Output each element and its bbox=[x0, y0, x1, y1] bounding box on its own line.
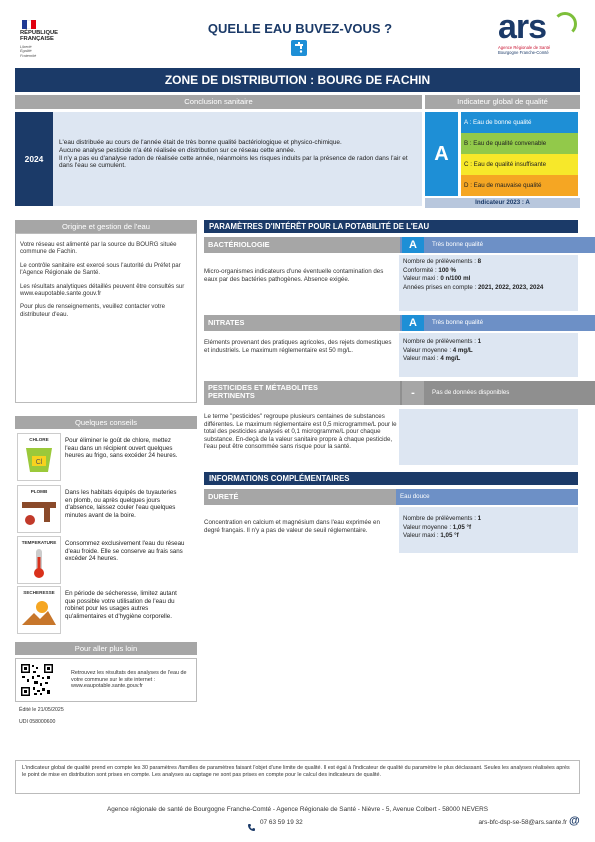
plus-loin-panel bbox=[15, 658, 197, 702]
bacterio-desc: Micro-organismes indicateurs d'une éventuelle contamination des eaux par des bactéries pathogènes. Absence exigée. bbox=[204, 268, 384, 283]
bacterio-grade: A bbox=[402, 237, 424, 253]
conseil-plomb: PLOMB Dans les habitats équipés de tuyauteries en plomb, ou après quelques jours d'absence, laissez couler l'eau quelques minutes avant de la boire. bbox=[17, 485, 187, 535]
indicator-note: L'indicateur global de qualité prend en compte les 30 paramètres /familles de paramètres faisant l'objet d'une limite de qualité. Il est égal à l'indicateur de qualité du paramètre le plus déclassant. Seules les analyses réalisées après le point de mise en distribution sont prises en compte. Les analyses au captage ne sont pas prises en compte pour le calcul des indicateurs de qualité. bbox=[15, 760, 580, 794]
footer-email[interactable]: ars-bfc-dsp-se-58@ars.sante.fr bbox=[478, 819, 567, 826]
water-tap-icon bbox=[291, 40, 307, 56]
ars-logo: ars Agence Régionale de Santé Bourgogne Franche-Comté bbox=[498, 10, 580, 64]
nitrates-grade: A bbox=[402, 315, 424, 331]
republic-label: RÉPUBLIQUE FRANÇAISE bbox=[20, 30, 59, 43]
indicator-previous: Indicateur 2023 : A bbox=[425, 198, 580, 208]
scale-b: B : Eau de qualité convenable bbox=[461, 133, 578, 154]
conclusion-year: 2024 bbox=[15, 112, 53, 206]
footer-phone[interactable]: 07 63 59 19 32 bbox=[260, 819, 303, 826]
pesticides-desc: Le terme "pesticides" regroupe plusieurs centaines de substances différentes. Le maximum réglementaire est 0,5 microgramme/L pour le total des pesticides analysés et 0,1 microgramme/L pour chaque substance. En-deçà de la valeur sanitaire propre à chaque pesticide, l'eau peut être consommée sans risque pour la santé. bbox=[204, 413, 397, 451]
nitrates-header: NITRATES A Très bonne qualité bbox=[204, 315, 578, 331]
durete-header: DURETÉ Eau douce bbox=[204, 489, 578, 505]
zone-title: ZONE DE DISTRIBUTION : BOURG DE FACHIN bbox=[15, 68, 580, 92]
bacterio-results: Nombre de prélèvements : 8 Conformité : 100 % Valeur maxi : 0 n/100 ml Années prises en compte : 2021, 2022, 2023, 2024 bbox=[399, 255, 578, 311]
plomb-pipe-icon: PLOMB bbox=[17, 485, 61, 533]
footer-address: Agence régionale de santé de Bourgogne Franche-Comté - Agence Régionale de Santé - Nièvre - 5, Avenue Colbert - 58000 NEVERS bbox=[106, 806, 489, 813]
origine-heading: Origine et gestion de l'eau bbox=[15, 220, 197, 233]
indicator-heading: Indicateur global de qualité bbox=[425, 95, 580, 109]
scale-d: D : Eau de mauvaise qualité bbox=[461, 175, 578, 196]
plus-loin-text: Retrouvez les résultats des analyses de l'eau de votre commune sur le site internet : www.eaupotable.sante.gouv.fr bbox=[71, 670, 187, 690]
scale-a: A : Eau de bonne qualité bbox=[461, 112, 578, 133]
pesticides-grade: - bbox=[402, 381, 424, 405]
qr-code-icon[interactable] bbox=[20, 663, 54, 697]
french-flag-icon bbox=[22, 16, 36, 25]
bacterio-header: BACTÉRIOLOGIE A Très bonne qualité bbox=[204, 237, 578, 253]
conseil-secheresse: SECHERESSE En période de sécheresse, limitez autant que possible votre utilisation de l'eau du robinet pour les usages autres qu'alimentaires et d'hygiène corporelle. bbox=[17, 586, 187, 636]
nitrates-results: Nombre de prélèvements : 1 Valeur moyenne : 4 mg/L Valeur maxi : 4 mg/L bbox=[399, 333, 578, 377]
conseil-temperature: TEMPERATURE Consommez exclusivement l'eau du réseau d'eau froide. Elle se conserve au frais sans excéder 24 heures. bbox=[17, 536, 187, 586]
drought-icon: SECHERESSE bbox=[17, 586, 61, 634]
thermometer-icon: TEMPERATURE bbox=[17, 536, 61, 584]
svg-text:Cl: Cl bbox=[35, 459, 43, 466]
scale-c: C : Eau de qualité insuffisante bbox=[461, 154, 578, 175]
republic-motto: Liberté Égalité Fraternité bbox=[20, 45, 37, 58]
nitrates-desc: Eléments provenant des pratiques agricoles, des rejets domestiques et industriels. Le maximum réglementaire est 50 mg/L. bbox=[204, 339, 392, 354]
conseil-chlore: CHLORE Cl Pour éliminer le goût de chlore, mettez l'eau dans un récipient ouvert quelques heures au frigo, sans excéder 24 heures. bbox=[17, 433, 187, 483]
conseils-heading: Quelques conseils bbox=[15, 416, 197, 429]
conclusion-heading: Conclusion sanitaire bbox=[15, 95, 422, 109]
conclusion-text: L'eau distribuée au cours de l'année était de très bonne qualité bactériologique et physico-chimique. Aucune analyse pesticide n'a été réalisée en distribution sur ce réseau cette année. Il n'y a pas eu d'analyse radon de réalisée cette année, néanmoins les risques induits par la présence de radon dans l'air et dans l'eau se cumulent. bbox=[53, 112, 422, 206]
indicator-grade: A bbox=[425, 112, 458, 196]
phone-icon bbox=[247, 819, 256, 828]
plus-loin-heading: Pour aller plus loin bbox=[15, 642, 197, 655]
infos-heading: INFORMATIONS COMPLÉMENTAIRES bbox=[204, 472, 578, 485]
chlore-icon: CHLORE Cl bbox=[17, 433, 61, 481]
durete-results: Nombre de prélèvements : 1 Valeur moyenne : 1,05 °f Valeur maxi : 1,05 °f bbox=[399, 507, 578, 553]
origine-panel: Votre réseau est alimenté par la source du BOURG située commune de Fachin. Le contrôle sanitaire est exercé sous l'autorité du Préfet par l'Agence Régionale de Santé. Les résultats analytiques détaillés peuvent être consultés sur www.eaupotable.sante.gouv.fr Pour plus de renseignements, veuillez contacter votre distributeur d'eau. bbox=[15, 233, 197, 403]
durete-desc: Concentration en calcium et magnésium dans l'eau exprimée en degré français. Il n'y a pas de valeur de seuil réglementaire. bbox=[204, 519, 380, 534]
edition-date: Édité le 21/05/2025 bbox=[19, 707, 64, 713]
udi-code: UDI 058000600 bbox=[19, 719, 56, 725]
params-heading: PARAMÈTRES D'INTÉRÊT POUR LA POTABILITÉ DE L'EAU bbox=[204, 220, 578, 233]
email-icon: @ bbox=[569, 815, 580, 827]
pesticides-header: PESTICIDES ET MÉTABOLITES PERTINENTS - Pas de données disponibles bbox=[204, 381, 578, 405]
pesticides-results bbox=[399, 409, 578, 465]
page-title: QUELLE EAU BUVEZ-VOUS ? bbox=[207, 21, 393, 36]
